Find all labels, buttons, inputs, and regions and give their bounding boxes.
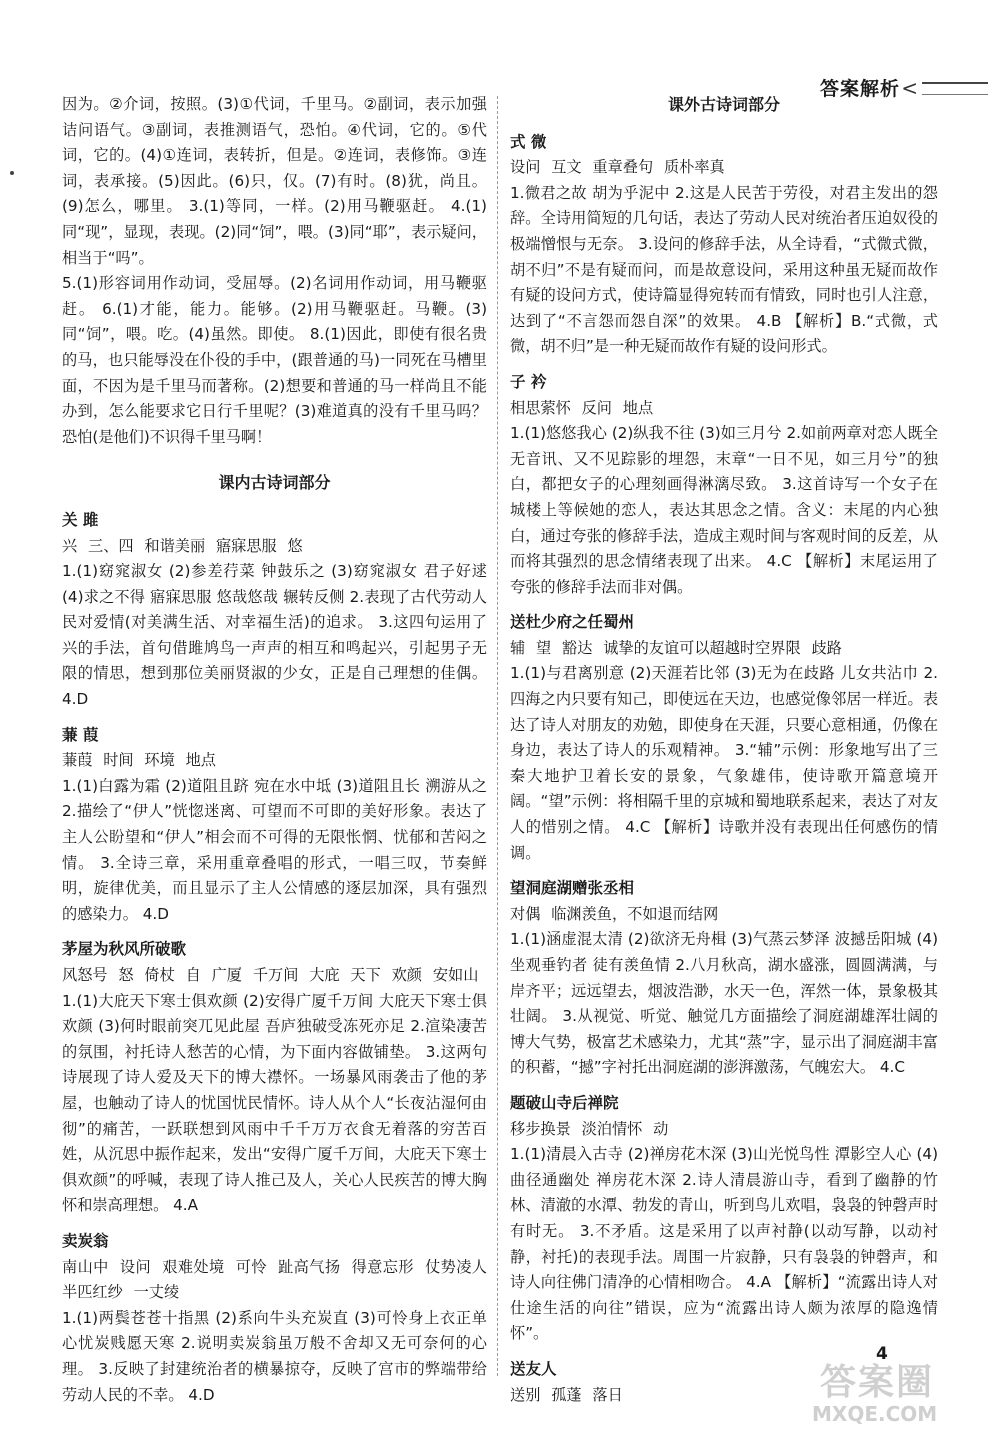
poem-keywords: 相思萦怀 反问 地点 — [510, 398, 654, 417]
chevron-left-icon: < — [901, 76, 918, 100]
poem-title: 望洞庭湖赠张丞相 — [510, 879, 635, 898]
poem-keywords: 对偶 临渊羡鱼，不如退而结网 — [510, 904, 719, 923]
poem-title: 送杜少府之任蜀州 — [510, 613, 635, 632]
watermark-logo — [800, 1350, 996, 1434]
poem-answer: 1.(1)两鬓苍苍十指黑 (2)系向牛头充炭直 (3)可怜身上衣正单 心忧炭贱愿天寒 2.说明卖炭翁虽万般不舍却又无可奈何的心理。 3.反映了封建统治者的横暴掠夺，反映了宫市的弊端带给劳动人民的不幸。 4.D — [62, 1308, 487, 1404]
poem-block — [510, 876, 938, 1081]
poem-keywords: 风怒号 怒 倚杖 自 广厦 千万间 大庇 天下 欢颜 安如山 — [62, 966, 479, 984]
poem-keywords: 南山中 设问 艰难处境 可怜 趾高气扬 得意忘形 仗势凌人 半匹红纱 一丈绫 — [62, 1257, 487, 1302]
poem-title: 卖炭翁 — [62, 1231, 109, 1250]
poem-answer: 1.(1)涵虚混太清 (2)欲济无舟楫 (3)气蒸云梦泽 波撼岳阳城 (4)坐观垂钓者 徒有羡鱼情 2.八月秋高，湖水盛涨，圆圆满满，与岸齐平；远远望去，烟波浩渺，水天一色，浑然一体，景象极其壮阔。 3.从视觉、听觉、触觉几方面描绘了洞庭湖雄浑壮阔的博大气势，极富艺术感染力，尤其“蒸”字，显示出了洞庭湖丰富的积蓄，“撼”字衬托出洞庭湖的澎湃激荡，气魄宏大。 4.C — [510, 930, 938, 1077]
watermark-url: MXQE.COM — [812, 1402, 938, 1426]
left-column — [62, 92, 487, 1408]
poem-keywords: 辅 望 豁达 诚挚的友谊可以超越时空界限 歧路 — [510, 638, 842, 657]
poem-keywords: 兴 三、四 和谐美丽 寤寐思服 悠 — [62, 536, 303, 555]
poem-block — [510, 370, 938, 600]
poem-title: 式 微 — [510, 132, 547, 151]
poem-keywords: 移步换景 淡泊情怀 动 — [510, 1119, 669, 1138]
poem-answer: 1.(1)悠悠我心 (2)纵我不往 (3)如三月兮 2.如前两章对恋人既全无音讯、又不见踪影的埋怨，末章“一日不见，如三月兮”的独白，都把女子的心理刻画得淋漓尽致。 3.这首诗写一个女子在城楼上等候她的恋人，表达其思念之情。含义：末尾的内心独白，通过夸张的修辞手法，造成主观时间与客观时间的反差，从而将其强烈的思念情绪表现了出来。 4.C 【解析】末尾运用了夸张的修辞手法而非对偶。 — [510, 424, 938, 596]
poem-block — [62, 1229, 487, 1408]
header-title: 答案解析 — [819, 78, 900, 100]
page-number: 4 — [876, 1344, 888, 1364]
poem-answer: 1.(1)与君离别意 (2)天涯若比邻 (3)无为在歧路 儿女共沾巾 2.四海之内只要有知己，即使远在天边，也感觉像邻居一样近。表达了诗人对朋友的劝勉，即使身在天涯，只要心意相通，仍像在身边，表达了诗人的乐观精神。 3.“辅”示例：形象地写出了三秦大地护卫着长安的景象，气象雄伟，使诗歌开篇意境开阔。“望”示例：将相隔千里的京城和蜀地联系起来，表达了对友人的惜别之情。 4.C 【解析】诗歌并没有表现出任何感伤的情调。 — [510, 664, 938, 862]
poem-title: 子 衿 — [510, 372, 547, 391]
poem-keywords: 设问 互文 重章叠句 质朴率真 — [510, 158, 725, 177]
section-title-in-class: 课内古诗词部分 — [218, 473, 331, 493]
poem-block — [510, 1091, 938, 1347]
poem-answer: 1.微君之故 胡为乎泥中 2.这是人民苦于劳役，对君主发出的怨辞。全诗用简短的几句话，表达了劳动人民对统治者压迫奴役的极端憎恨与无奈。 3.设问的修辞手法，从全诗看，“式微式微，胡不归”不是有疑而问，而是故意设问，采用这种虽无疑而故作有疑的设问方式，使诗篇显得宛转而有情致，同时也引人注意，达到了“不言怨而怨自深”的效果。 4.B 【解析】B.“式微，式微，胡不归”是一种无疑而故作有疑的设问形式。 — [510, 183, 938, 356]
poem-title: 茅屋为秋风所破歌 — [62, 940, 187, 959]
column-divider — [497, 96, 498, 1376]
watermark-logo-text: 答案圈 — [820, 1362, 935, 1403]
poem-block — [62, 508, 487, 713]
poem-keywords: 送别 孤蓬 落日 — [510, 1385, 623, 1404]
poem-title: 蒹 葭 — [62, 725, 99, 744]
poem-title: 送友人 — [510, 1359, 557, 1378]
poem-answer: 1.(1)窈窕淑女 (2)参差荇菜 钟鼓乐之 (3)窈窕淑女 君子好逑 (4)求之不得 寤寐思服 悠哉悠哉 辗转反侧 2.表现了古代劳动人民对爱情(对美满生活、对幸福生活)的追求。 3.这四句运用了兴的手法，首句借雎鸠鸟一声声的相互和鸣起兴，引起男子无限的情思，想到那位美丽贤淑的少女，正是自己理想的佳偶。 4.D — [62, 562, 487, 709]
intro-paragraph: 因为。②介词，按照。(3)①代词，千里马。②副词，表示加强诘问语气。③副词，表推测语气，恐怕。④代词，它的。⑤代词，它的。(4)①连词，表转折，但是。②连词，表修饰。③连词，表承接。(5)因此。(6)只，仅。(7)有时。(8)犹，尚且。(9)怎么，哪里。 3.(1)等同，一样。(2)用马鞭驱赶。 4.(1)同“现”，显现，表现。(2)同“饲”，喂。(3)同“耶”，表示疑问，相当于“吗”。 — [62, 95, 487, 267]
intro-paragraph: 5.(1)形容词用作动词，受屈辱。(2)名词用作动词，用马鞭驱赶。 6.(1)才能，能力。能够。(2)用马鞭驱赶。马鞭。(3)同“饲”，喂。吃。(4)虽然。即使。 8.(1)因此，即使有很名贵的马，也只能辱没在仆役的手中，(跟普通的马)一同死在马槽里面，不因为是千里马而著称。(2)想要和普通的马一样尚且不能办到，怎么能要求它日行千里呢？(3)难道真的没有千里马吗？恐怕(是他们)不识得千里马啊！ — [62, 274, 487, 446]
poem-answer: 1.(1)大庇天下寒士俱欢颜 (2)安得广厦千万间 大庇天下寒士俱欢颜 (3)何时眼前突兀见此屋 吾庐独破受冻死亦足 2.渲染凄苦的氛围，衬托诗人愁苦的心情，为下面内容做铺垫。 3.这两句诗展现了诗人爱及天下的博大襟怀。一场暴风雨袭击了他的茅屋，也触动了诗人的忧国忧民情怀。诗人从个人“长夜沾湿何由彻”的痛苦，一跃联想到风雨中千千万万衣食无着落的穷苦百姓，从沉思中振作起来，发出“安得广厦千万间，大庇天下寒士俱欢颜”的呼喊，表现了诗人推己及人，关心人民疾苦的博大胸怀和崇高理想。 4.A — [62, 991, 487, 1215]
poem-block — [62, 723, 487, 928]
poem-answer: 1.(1)白露为霜 (2)道阻且跻 宛在水中坻 (3)道阻且长 溯游从之 2.描绘了“伊人”恍惚迷离、可望而不可即的美好形象。表达了主人公盼望和“伊人”相会而不可得的无限怅惘、忧郁和苦闷之情。 3.全诗三章，采用重章叠唱的形式，一唱三叹，节奏鲜明，旋律优美，而且显示了主人公情感的逐层加深，具有强烈的感染力。 4.D — [62, 776, 487, 923]
poem-answer: 1.(1)清晨入古寺 (2)禅房花木深 (3)山光悦鸟性 潭影空人心 (4)曲径通幽处 禅房花木深 2.诗人清晨游山寺，看到了幽静的竹林、清澈的水潭、勃发的青山，听到鸟儿欢唱，袅袅的钟磬声时有时无。 3.不矛盾。这是采用了以声衬静(以动写静，以动衬静，衬托)的表现手法。周围一片寂静，只有袅袅的钟磬声，和诗人向往佛门清净的心情相吻合。 4.A 【解析】“流露出诗人对仕途生活的向往”错误，应为“流露出诗人颇为浓厚的隐逸情怀”。 — [510, 1145, 938, 1343]
poem-block — [510, 610, 938, 866]
right-column — [510, 92, 938, 1408]
poem-keywords: 蒹葭 时间 环境 地点 — [62, 751, 216, 770]
poem-title: 关 雎 — [62, 510, 99, 529]
poem-block — [62, 937, 487, 1219]
poem-title: 题破山寺后禅院 — [510, 1093, 619, 1112]
poem-block — [510, 130, 938, 360]
section-title-extracurricular: 课外古诗词部分 — [667, 95, 780, 114]
margin-dot — [10, 171, 14, 175]
